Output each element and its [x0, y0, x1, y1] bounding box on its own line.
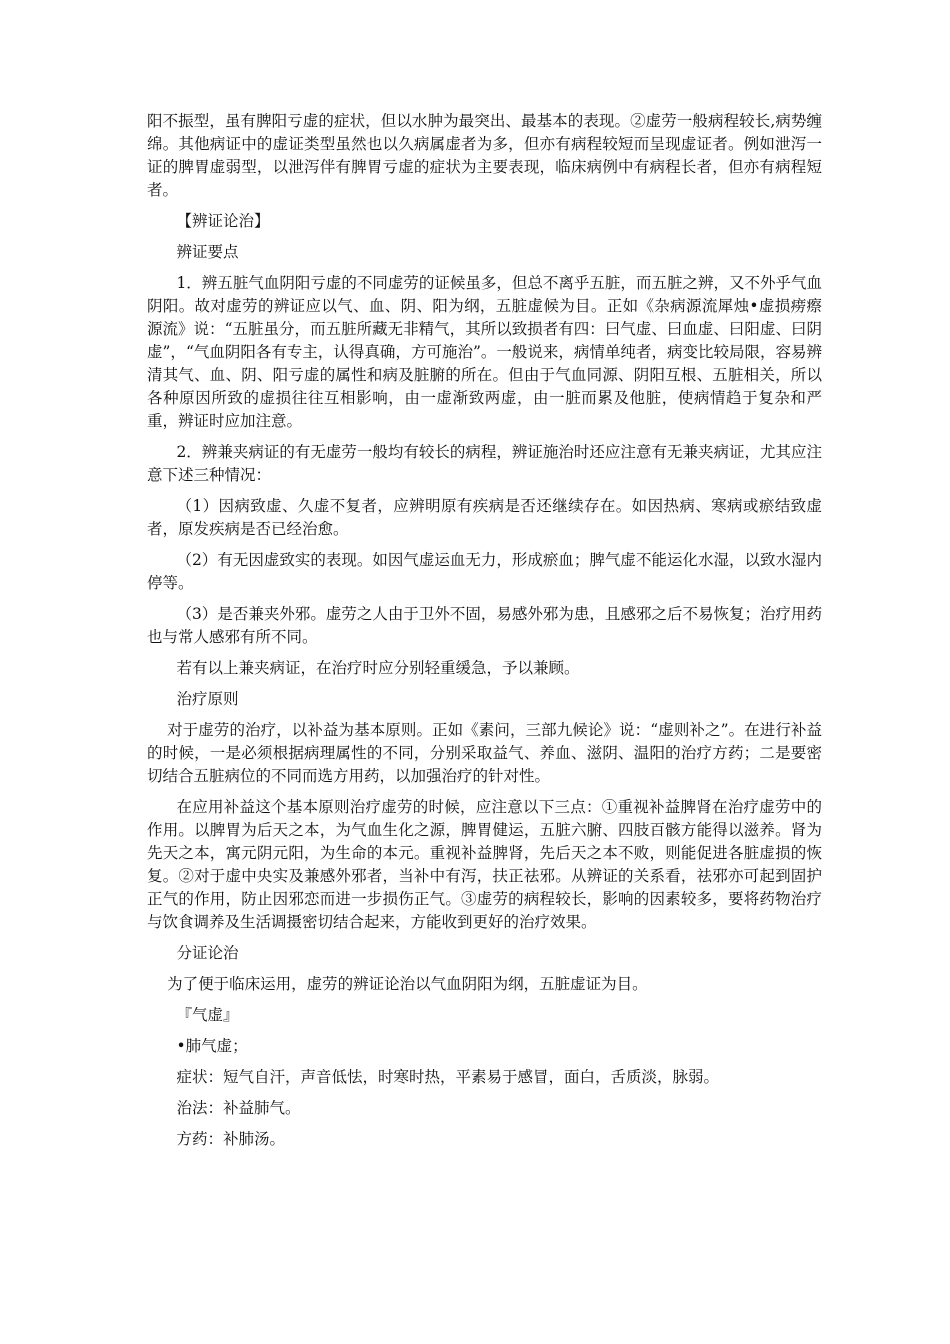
paragraph-three-points: 在应用补益这个基本原则治疗虚劳的时候，应注意以下三点：①重视补益脾肾在治疗虚劳中的作用。以脾胃为后天之本，为气血生化之源，脾胃健运，五脏六腑、四肢百骸方能得以滋养。肾为先天之本，寓元阴元阳，为生命的本元。重视补益脾肾，先后天之本不败，则能促进各脏虚损的恢复。②对于虚中央实及兼感外邪者，当补中有泻，扶正祛邪。从辨证的关系看，祛邪亦可起到固护正气的作用，防止因邪恋而进一步损伤正气。③虚劳的病程较长，影响的因素较多，要将药物治疗与饮食调养及生活调摄密切结合起来，方能收到更好的治疗效果。: [147, 798, 822, 931]
paragraph-symptoms: 症状：短气自汗，声音低怯，时寒时热，平素易于感冒，面白，舌质淡，脉弱。: [176, 1068, 719, 1086]
paragraph-intro: 阳不振型，虽有脾阳亏虚的症状，但以水肿为最突出、最基本的表现。②虚劳一般病程较长,病势缠绵。其他病证中的虚证类型虽然也以久病属虚者为多，但亦有病程较短而呈现虚证者。例如泄泻一证的脾胃虚弱型，以泄泻伴有脾胃亏虚的症状为主要表现，临床病例中有病程长者，但亦有病程短者。: [147, 112, 822, 199]
paragraph-jianfu: 若有以上兼夹病证，在治疗时应分别轻重缓急，予以兼顾。: [176, 659, 580, 677]
subheading-bianzheng-yaodian: 辨证要点: [176, 243, 239, 261]
paragraph-prescription: 方药：补肺汤。: [176, 1130, 285, 1148]
paragraph-item-3: （3）是否兼夹外邪。虚劳之人由于卫外不固，易感外邪为患，且感邪之后不易恢复；治疗用药也与常人感邪有所不同。: [147, 605, 822, 646]
paragraph-treatment: 治法：补益肺气。: [176, 1099, 301, 1117]
document-body: [147, 110, 822, 1159]
list-item-feiqixu: •肺气虚；: [176, 1037, 248, 1055]
section-heading-bianzheng-lunzhi: 【辨证论治】: [176, 212, 270, 230]
subheading-zhiliao-yuanze: 治疗原则: [176, 690, 239, 708]
paragraph-fenzheng-intro: 为了便于临床运用，虚劳的辨证论治以气血阴阳为纲，五脏虚证为目。: [167, 975, 648, 993]
subheading-fenzheng-lunzhi: 分证论治: [176, 944, 239, 962]
paragraph-principle: 对于虚劳的治疗，以补益为基本原则。正如《素问，三部九候论》说：“虚则补之”。在进行补益的时候，一是必须根据病理属性的不同，分别采取益气、养血、滋阴、温阳的治疗方药；二是要密切结合五脏病位的不同而选方用药，以加强治疗的针对性。: [147, 721, 822, 785]
paragraph-point-1: 1．辨五脏气血阴阳亏虚的不同虚劳的证候虽多，但总不离乎五脏，而五脏之辨，又不外乎气血阴阳。故对虚劳的辨证应以气、血、阴、阳为纲，五脏虚候为目。正如《杂病源流犀烛•虚损痨瘵源流》说：“五脏虽分，而五脏所藏无非精气，其所以致损者有四：曰气虚、曰血虚、曰阳虚、曰阴虚”，“气血阴阳各有专主，认得真确，方可施治”。一般说来，病情单纯者，病变比较局限，容易辨清其气、血、阴、阳亏虚的属性和病及脏腑的所在。但由于气血同源、阴阳互根、五脏相关，所以各种原因所致的虚损往往互相影响，由一虚渐致两虚，由一脏而累及他脏，使病情趋于复杂和严重，辨证时应加注意。: [147, 274, 822, 430]
paragraph-item-1: （1）因病致虚、久虚不复者，应辨明原有疾病是否还继续存在。如因热病、寒病或瘀结致虚者，原发疾病是否已经治愈。: [147, 497, 822, 538]
subheading-qixu: 『气虚』: [176, 1006, 239, 1024]
paragraph-point-2: 2．辨兼夹病证的有无虚劳一般均有较长的病程，辨证施治时还应注意有无兼夹病证，尤其应注意下述三种情况：: [147, 443, 822, 484]
paragraph-item-2: （2）有无因虚致实的表现。如因气虚运血无力，形成瘀血；脾气虚不能运化水湿，以致水湿内停等。: [147, 551, 822, 592]
